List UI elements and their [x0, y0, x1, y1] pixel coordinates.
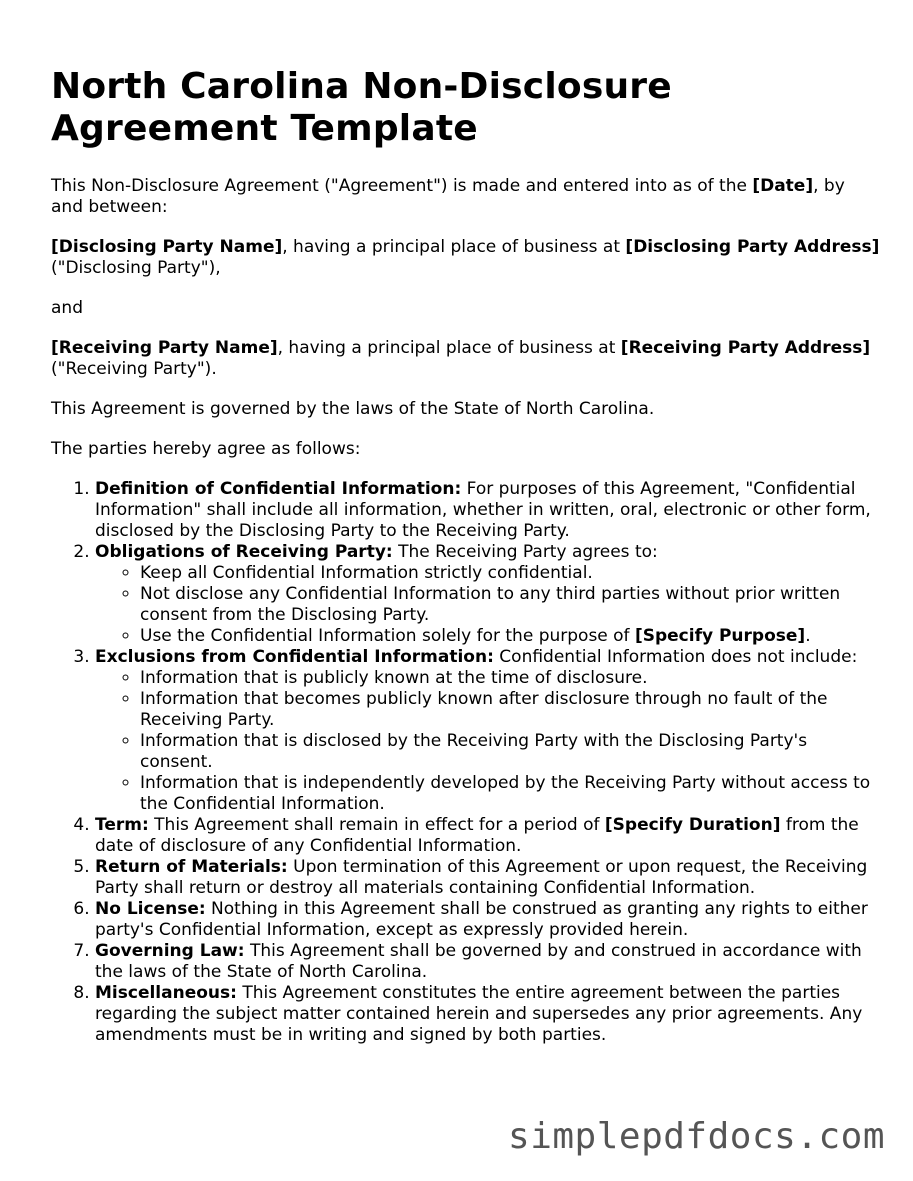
receiving-party-paragraph [51, 338, 881, 380]
sub-item-prefix: Use the Confidential Information solely for the purpose of [140, 626, 635, 646]
receiving-suffix: ("Receiving Party"). [51, 359, 217, 379]
intro-prefix: This Non-Disclosure Agreement ("Agreement") is made and entered into as of the [51, 176, 753, 196]
item-text: For purposes of this Agreement, "Confidential Information" shall include all information, whether in written, oral, electronic or other form, disclosed by the Disclosing Party to the Receiving Party. [95, 479, 871, 541]
item-label: Miscellaneous: [95, 983, 237, 1003]
list-item [95, 815, 881, 857]
item-label: No License: [95, 899, 206, 919]
receiving-middle: , having a principal place of business at [277, 338, 621, 358]
intro-suffix: , by and between: [51, 176, 845, 217]
item-label: Return of Materials: [95, 857, 288, 877]
item-label: Governing Law: [95, 941, 245, 961]
date-placeholder: [Date] [752, 176, 814, 196]
item-suffix: from the date of disclosure of any Confidential Information. [95, 815, 859, 856]
item-label: Obligations of Receiving Party: [95, 542, 393, 562]
list-item [95, 983, 881, 1046]
sub-list-item: ◦ Information that becomes publicly known after disclosure through no fault of the Receiving Party. [140, 689, 881, 731]
item-text: The Receiving Party agrees to: [392, 542, 658, 562]
title-line-2: Agreement Template [51, 108, 478, 149]
terms-list [51, 479, 881, 1046]
sub-list-item: ◦ Information that is independently developed by the Receiving Party without access to the Confidential Information. [140, 773, 881, 815]
purpose-placeholder: [Specify Purpose] [634, 626, 806, 646]
sub-list-item: ◦ Information that is publicly known at the time of disclosure. [140, 668, 881, 689]
list-item [95, 899, 881, 941]
item-label: Exclusions from Confidential Information: [95, 647, 494, 667]
sub-item-suffix: . [805, 626, 811, 646]
list-item [95, 479, 881, 542]
disclosing-suffix: ("Disclosing Party"), [51, 258, 221, 278]
item-text: This Agreement constitutes the entire agreement between the parties regarding the subject matter contained herein and supersedes any prior agreements. Any amendments must be in writing and signed by both parties. [95, 983, 863, 1045]
and-paragraph: and [51, 298, 83, 318]
list-item [95, 857, 881, 899]
sub-list-item: ◦ Not disclose any Confidential Information to any third parties without prior written consent from the Disclosing Party. [140, 584, 881, 626]
sub-list [95, 563, 881, 647]
item-prefix: This Agreement shall remain in effect for a period of [148, 815, 605, 835]
item-text: Confidential Information does not include: [493, 647, 858, 667]
sub-list-item: ◦ Information that is disclosed by the Receiving Party with the Disclosing Party's consent. [140, 731, 881, 773]
page-title [51, 66, 881, 150]
disclosing-party-name: [Disclosing Party Name] [51, 237, 283, 257]
item-text: This Agreement shall be governed by and construed in accordance with the laws of the State of North Carolina. [95, 941, 862, 982]
watermark: simplepdfdocs.com [508, 1116, 885, 1157]
item-text: Upon termination of this Agreement or upon request, the Receiving Party shall return or destroy all materials containing Confidential Information. [95, 857, 868, 898]
receiving-party-name: [Receiving Party Name] [51, 338, 278, 358]
sub-list-item: ◦ Keep all Confidential Information strictly confidential. [140, 563, 881, 584]
intro-paragraph [51, 176, 881, 218]
item-text: Nothing in this Agreement shall be construed as granting any rights to either party's Confidential Information, except as expressly provided herein. [95, 899, 868, 940]
disclosing-party-address: [Disclosing Party Address] [625, 237, 880, 257]
title-line-1: North Carolina Non-Disclosure [51, 66, 672, 107]
agree-paragraph: The parties hereby agree as follows: [51, 439, 361, 459]
item-label: Definition of Confidential Information: [95, 479, 462, 499]
governed-paragraph: This Agreement is governed by the laws of the State of North Carolina. [51, 399, 655, 419]
list-item [95, 542, 881, 647]
item-label: Term: [95, 815, 149, 835]
disclosing-party-paragraph [51, 237, 881, 279]
disclosing-middle: , having a principal place of business at [282, 237, 626, 257]
sub-list-item [140, 626, 881, 647]
sub-list [95, 668, 881, 815]
list-item [95, 941, 881, 983]
list-item [95, 647, 881, 815]
document-page [51, 66, 881, 1046]
duration-placeholder: [Specify Duration] [604, 815, 781, 835]
receiving-party-address: [Receiving Party Address] [620, 338, 871, 358]
